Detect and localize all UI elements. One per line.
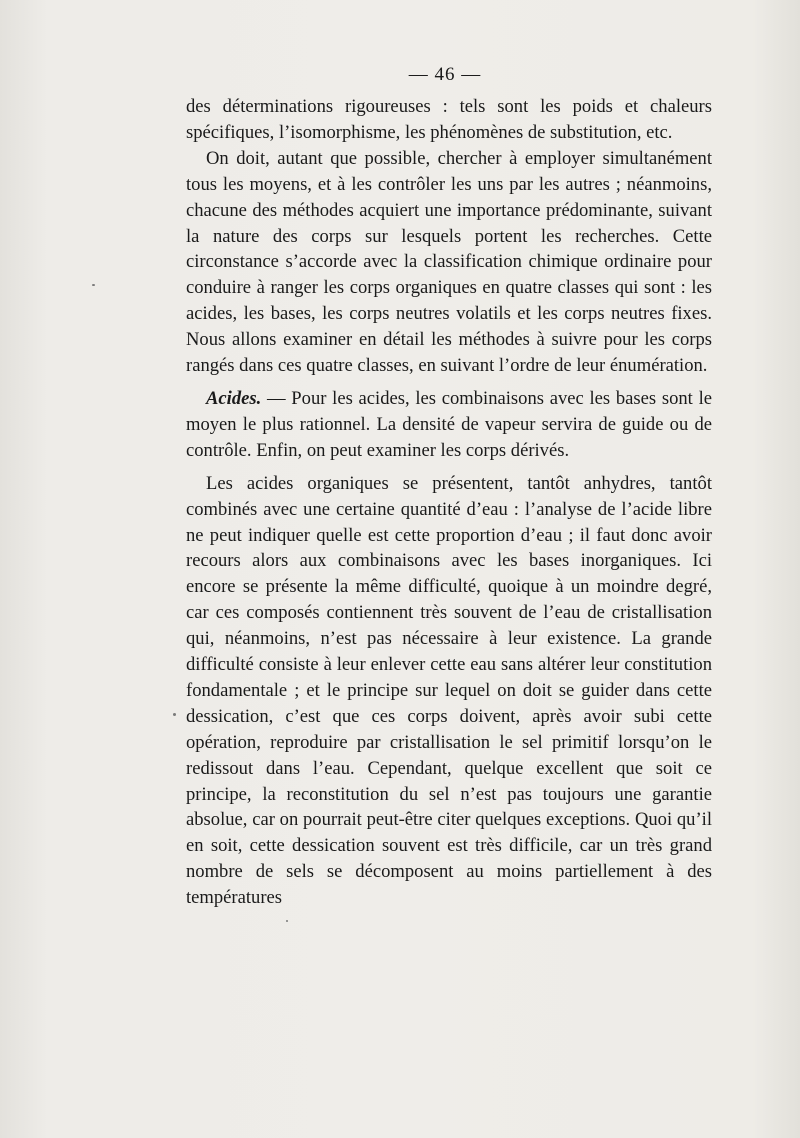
paper-speck bbox=[92, 284, 95, 286]
paper-speck bbox=[173, 713, 176, 716]
paragraph-1: des déterminations rigoureuses : tels sont les poids et chaleurs spécifiques, l’isomorphisme, les phénomènes de substitution, etc. bbox=[186, 96, 712, 143]
section-heading-acides: Acides. bbox=[206, 387, 262, 409]
paragraph-3-text: — Pour les acides, les combinaisons avec les bases sont le moyen le plus rationnel. La densité de vapeur servira de guide ou de contrôle. Enfin, on peut examiner les corps dérivés. bbox=[186, 387, 712, 461]
paragraph-4: Les acides organiques se présentent, tantôt anhydres, tantôt combinés avec une certaine quantité d’eau : l’analyse de l’acide libre ne peut indiquer quelle est cette proportion d’eau ; il faut donc avoir recours alors aux combinaisons avec les bases inorganiques. Ici encore se présente la même difficulté, quoique à un moindre degré, car ces composés contiennent très souvent de l’eau de cristallisation qui, néanmoins, n’est pas nécessaire à leur existence. La grande difficulté consiste à leur enlever cette eau sans altérer leur constitution fondamentale ; et le principe sur lequel on doit se guider dans cette dessication, c’est que ces corps doivent, après avoir subi cette opération, reproduire par cristallisation le sel primitif lorsqu’on le redissout dans l’eau. Cependant, quelque excellent que soit ce principe, la reconstitution du sel n’est pas toujours une garantie absolue, car on pourrait peut-être citer quelques exceptions. Quoi qu’il en soit, cette dessication souvent est très difficile, car un très grand nombre de sels se décomposent au moins partiellement à des températures bbox=[186, 472, 712, 909]
page-number: — 46 — bbox=[408, 64, 482, 85]
paragraph-2: On doit, autant que possible, chercher à employer simultanément tous les moyens, et à les contrôler les uns par les autres ; néanmoins, chacune des méthodes acquiert une importance prédominante, suivant la nature des corps sur lesquels portent les recherches. Cette circonstance s’accorde avec la classification chimique ordinaire pour conduire à ranger les corps organiques en quatre classes qui sont : les acides, les bases, les corps neutres volatils et les corps neutres fixes. Nous allons examiner en détail les méthodes à suivre pour les corps rangés dans ces quatre classes, en suivant l’ordre de leur énumération. bbox=[186, 147, 712, 377]
body-text bbox=[186, 94, 712, 911]
paragraph-3 bbox=[186, 386, 712, 464]
paper-speck bbox=[286, 920, 288, 922]
